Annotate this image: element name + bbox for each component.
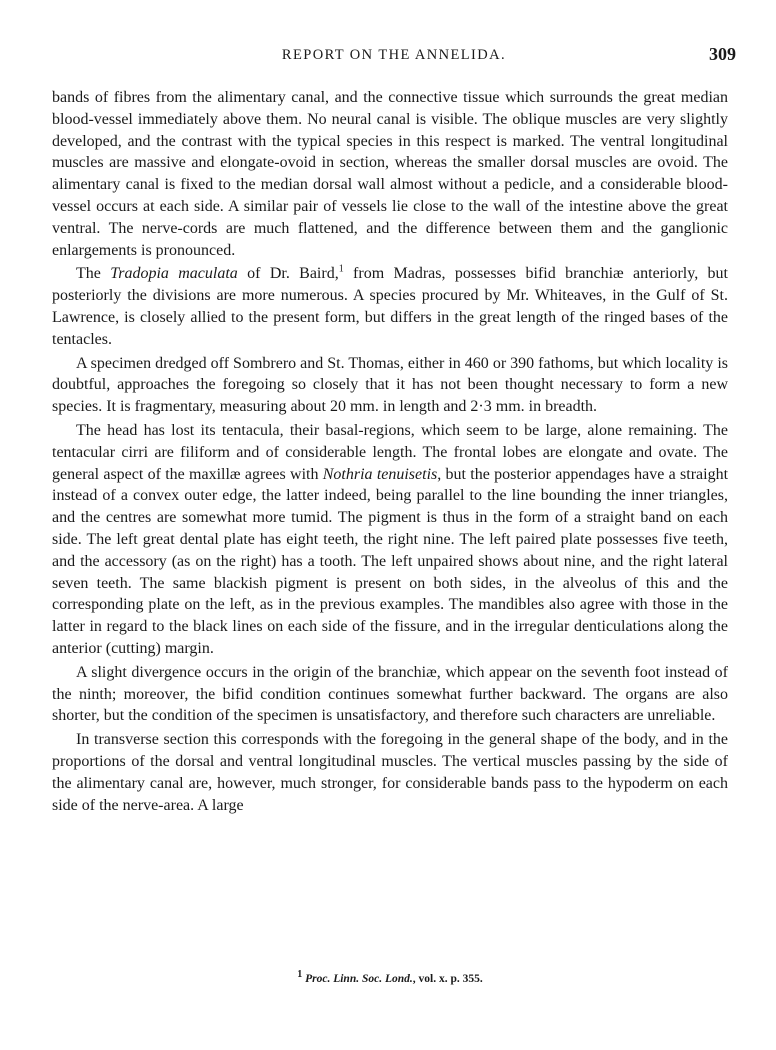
paragraph-2-mid: of Dr. Baird, — [237, 265, 339, 283]
body-text — [52, 87, 728, 818]
paragraph-3: A specimen dredged off Sombrero and St. Thomas, either in 460 or 390 fathoms, but which locality is doubtful, approaches the foregoing so closely that it has not been thought necessary to form a new species. It is fragmentary, measuring about 20 mm. in length and 2·3 mm. in breadth. — [52, 354, 728, 416]
species-name-nothria: Nothria tenuisetis — [322, 465, 438, 483]
page-header — [52, 44, 736, 68]
footnote-reference: 1 — [338, 264, 344, 276]
species-name-tradopia: Tradopia maculata — [110, 265, 238, 283]
footnote — [52, 969, 728, 985]
paragraph-4-end: , but the posterior appendages have a straight instead of a convex outer edge, the latter indeed, being parallel to the line bounding the inner triangles, and the centres are somewhat more tumid. The pigment is thus in the form of a straight band on each side. The left great dental plate has eight teeth, the right nine. The left paired plate possesses five teeth, and the accessory (as on the right) has a tooth. The left unpaired shows about nine, and the right lateral seven teeth. The same blackish pigment is present on both sides, in the alveolus of this and the corresponding plate on the left, as in the previous examples. The mandibles also agree with those in the latter in regard to the black lines on each side of the fissure, and in the irregular denticulations along the anterior (cutting) margin. — [52, 465, 729, 657]
paragraph-2-start: The — [76, 265, 111, 283]
paragraph-5: A slight divergence occurs in the origin of the branchiæ, which appear on the seventh foot instead of the ninth; moreover, the bifid condition continues somewhat further backward. The organs are also shorter, but the condition of the specimen is unsatisfactory, and therefore such characters are unreliable. — [52, 663, 728, 725]
page-number: 309 — [709, 44, 736, 64]
footnote-citation: Proc. Linn. Soc. Lond. — [305, 973, 413, 985]
footnote-marker: 1 — [297, 969, 303, 981]
paragraph-2-end: from Madras, possesses bifid branchiæ anteriorly, but posteriorly the divisions are more numerous. A species procured by Mr. Whiteaves, in the Gulf of St. Lawrence, is closely allied to the present form, but differs in the great length of the ringed bases of the tentacles. — [52, 265, 728, 348]
paragraph-4-start: The head has lost its tentacula, their basal-regions, which seem to be large, alone remaining. The tentacular cirri are filiform and of considerable length. The frontal lobes are elongate and ovate. The general aspect of the maxillæ agrees with — [52, 421, 728, 483]
running-head: REPORT ON THE ANNELIDA. — [281, 47, 507, 63]
paragraph-4 — [52, 420, 728, 660]
paragraph-1: bands of fibres from the alimentary canal, and the connective tissue which surrounds the great median blood-vessel immediately above them. No neural canal is visible. The oblique muscles are very slightly developed, and the contrast with the typical species in this respect is marked. The ventral longitudinal muscles are massive and elongate-ovoid in section, whereas the smaller dorsal muscles are ovoid. The alimentary canal is fixed to the median dorsal wall almost without a pedicle, and a considerable blood-vessel occurs at each side. A similar pair of vessels lie close to the wall of the intestine above the great ventral. The nerve-cords are much flattened, and the difference between them and the ganglionic enlargements is pronounced. — [52, 89, 728, 259]
paragraph-6: In transverse section this corresponds with the foregoing in the general shape of the body, and in the proportions of the dorsal and ventral longitudinal muscles. The vertical muscles passing by the side of the alimentary canal are, however, much stronger, for considerable bands pass to the hypoderm on each side of the nerve-area. A large — [52, 731, 728, 814]
footnote-details: , vol. x. p. 355. — [412, 973, 483, 985]
paragraph-2 — [52, 263, 728, 350]
